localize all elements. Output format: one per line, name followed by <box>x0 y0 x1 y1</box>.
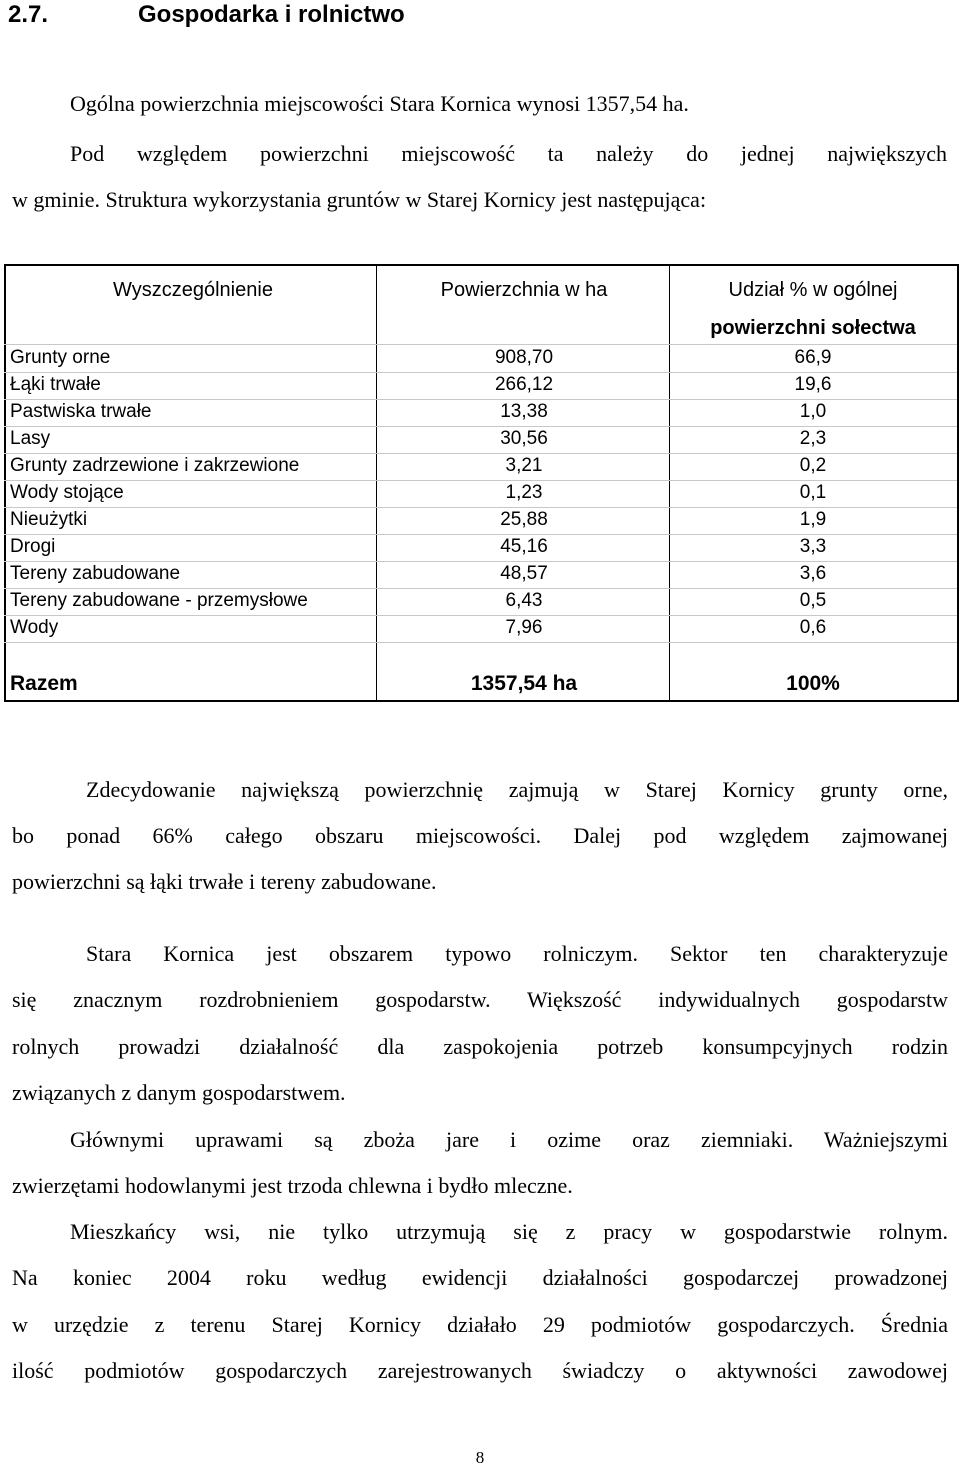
row-7-area: 45,16 <box>500 536 548 557</box>
row-6-area: 25,88 <box>500 509 548 530</box>
header-share-line-1: Udział % w ogólnej <box>728 279 898 301</box>
page-number: 8 <box>475 1448 485 1467</box>
intro-line-1: Ogólna powierzchnia miejscowości Stara Kornica wynosi 1357,54 ha. <box>70 91 689 116</box>
row-8-share: 3,6 <box>799 563 827 584</box>
paragraph-4-line-2: Na koniec 2004 roku według ewidencji działalności gospodarczej prowadzonej <box>12 1265 948 1290</box>
paragraph-3-line-2: zwierzętami hodowlanymi jest trzoda chlewna i bydło mleczne. <box>12 1173 573 1198</box>
paragraph-4-line-1: Mieszkańcy wsi, nie tylko utrzymują się z pracy w gospodarstwie rolnym. <box>70 1219 948 1244</box>
row-7-share: 3,3 <box>799 536 827 557</box>
total-label: Razem <box>10 672 78 695</box>
paragraph-1-line-3: powierzchni są łąki trwałe i tereny zabudowane. <box>12 869 437 894</box>
section-number: 2.7. <box>8 1 49 28</box>
paragraph-4-line-4: ilość podmiotów gospodarczych zarejestrowanych świadczy o aktywności zawodowej <box>12 1358 948 1383</box>
header-share-line-2: powierzchni sołectwa <box>710 317 916 339</box>
land-use-table <box>4 264 957 700</box>
row-4-area: 3,21 <box>505 455 543 476</box>
row-9-name: Tereny zabudowane - przemysłowe <box>10 590 308 611</box>
row-3-share: 2,3 <box>799 428 827 449</box>
total-area: 1357,54 ha <box>470 672 578 695</box>
total-share: 100% <box>786 672 840 695</box>
column-divider <box>376 264 377 700</box>
row-0-share: 66,9 <box>794 347 832 368</box>
paragraph-1-line-1: Zdecydowanie największą powierzchnię zajmują w Starej Kornicy grunty orne, <box>86 777 948 802</box>
paragraph-2-line-1: Stara Kornica jest obszarem typowo rolniczym. Sektor ten charakteryzuje <box>86 941 948 966</box>
header-description: Wyszczególnienie <box>113 279 273 301</box>
paragraph-3-line-1: Głównymi uprawami są zboża jare i ozime oraz ziemniaki. Ważniejszymi <box>70 1127 948 1152</box>
row-2-name: Pastwiska trwałe <box>10 401 152 422</box>
row-8-area: 48,57 <box>500 563 548 584</box>
section-title: Gospodarka i rolnictwo <box>138 1 405 28</box>
section-heading <box>8 0 948 30</box>
row-9-area: 6,43 <box>505 590 543 611</box>
row-3-area: 30,56 <box>500 428 548 449</box>
row-4-name: Grunty zadrzewione i zakrzewione <box>10 455 300 476</box>
row-7-name: Drogi <box>10 536 56 557</box>
row-10-area: 7,96 <box>505 617 543 638</box>
row-8-name: Tereny zabudowane <box>10 563 181 584</box>
row-1-area: 266,12 <box>494 374 554 395</box>
row-0-area: 908,70 <box>494 347 554 368</box>
row-2-area: 13,38 <box>500 401 548 422</box>
row-divider <box>4 642 957 643</box>
row-3-name: Lasy <box>10 428 51 449</box>
row-1-name: Łąki trwałe <box>10 374 101 395</box>
intro-line-2: Pod względem powierzchni miejscowość ta należy do jednej największych <box>70 141 947 166</box>
header-area: Powierzchnia w ha <box>440 279 608 301</box>
paragraph-2-line-4: związanych z danym gospodarstwem. <box>12 1080 346 1105</box>
row-6-share: 1,9 <box>799 509 827 530</box>
row-10-share: 0,6 <box>799 617 827 638</box>
row-5-name: Wody stojące <box>10 482 124 503</box>
paragraph-4-line-3: w urzędzie z terenu Starej Kornicy działało 29 podmiotów gospodarczych. Średnia <box>12 1312 948 1337</box>
row-2-share: 1,0 <box>799 401 827 422</box>
row-4-share: 0,2 <box>799 455 827 476</box>
row-5-area: 1,23 <box>505 482 543 503</box>
row-1-share: 19,6 <box>794 374 832 395</box>
paragraph-2-line-2: się znacznym rozdrobnieniem gospodarstw. Większość indywidualnych gospodarstw <box>12 987 948 1012</box>
row-5-share: 0,1 <box>799 482 827 503</box>
row-0-name: Grunty orne <box>10 347 111 368</box>
row-10-name: Wody <box>10 617 59 638</box>
paragraph-1-line-2: bo ponad 66% całego obszaru miejscowości. Dalej pod względem zajmowanej <box>12 823 948 848</box>
row-6-name: Nieużytki <box>10 509 88 530</box>
paragraph-2-line-3: rolnych prowadzi działalność dla zaspokojenia potrzeb konsumpcyjnych rodzin <box>12 1034 948 1059</box>
row-9-share: 0,5 <box>799 590 827 611</box>
intro-line-3: w gminie. Struktura wykorzystania gruntów w Starej Kornicy jest następująca: <box>12 187 707 212</box>
